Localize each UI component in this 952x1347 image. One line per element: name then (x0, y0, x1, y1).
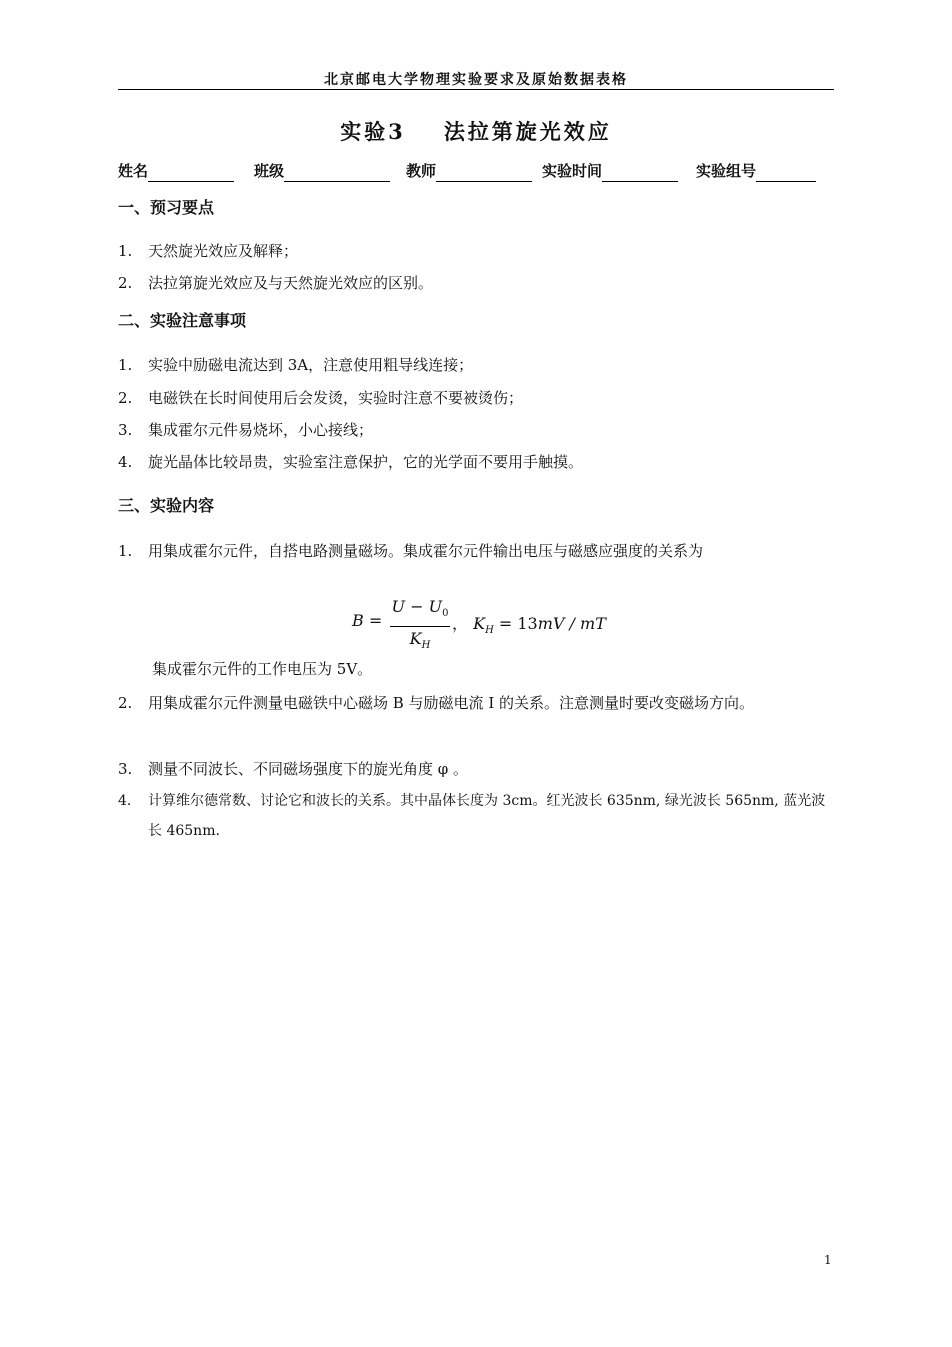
experiment-title (118, 117, 834, 147)
class-field (254, 160, 390, 182)
class-label: 班级 (254, 162, 285, 180)
time-field (542, 160, 678, 182)
group-label: 实验组号 (696, 162, 757, 180)
section-heading-preview: 一、预习要点 (118, 198, 215, 217)
formula-fraction: $U - U_0$ $K_H$ (391, 597, 449, 652)
page-number: 1 (824, 1253, 832, 1267)
document-page: 北京邮电大学物理实验要求及原始数据表格 实验3 法拉第旋光效应 姓名 班级 教师 实验时间 实验组号 一、预习要点 1. 天然旋光效应及解释； 2. 法拉第旋光效应及与天然旋光效应的区别。 二、实验注意事项 1. 实验中励磁电流达到 3A，注意使用粗导线连接； 2. 电磁铁在长时间使用后会发烫，实验时注意不要被烫伤； 3. 集成霍尔元件易烧坏，小心接线； 4. 旋光晶体比较昂贵，实验室注意保护，它的光学面不要用手触摸。 三、实验内容 1. 用集成霍尔元件，自搭电路测量磁场。集成霍尔元件输出电压与磁感应强度的关系为 B = $U - U_0$ $K_H$ ， $K_H = 13mV$ / mT 集成霍尔元件的工作电压为 5V。 2. 用集成霍尔元件测量电磁铁中心磁场 B 与励磁电流 I 的关系。注意测量时要改变磁场方向。 3. 测量不同波长、不同磁场强度下的旋光角度 φ 。 4. 计算维尔德常数、讨论它和波长的关系。其中晶体长度为 3cm。红光波长 635nm, 绿光波长 565nm, 蓝光波长 465nm. 1 (0, 0, 952, 1347)
section-heading-content: 三、实验内容 (118, 496, 215, 515)
time-blank[interactable] (602, 163, 678, 182)
hall-formula: B = $U - U_0$ $K_H$ ， $K_H = 13mV$ / mT (352, 596, 612, 656)
teacher-field (406, 160, 532, 182)
experiment-name: 法拉第旋光效应 (443, 119, 612, 144)
name-field (118, 160, 234, 182)
header-rule (118, 89, 834, 90)
student-info-row (118, 160, 834, 182)
running-header: 北京邮电大学物理实验要求及原始数据表格 (324, 72, 628, 88)
time-label: 实验时间 (542, 162, 603, 180)
working-voltage-note: 集成霍尔元件的工作电压为 5V。 (152, 660, 373, 678)
class-blank[interactable] (284, 163, 390, 182)
experiment-number: 实验3 (340, 119, 406, 144)
name-blank[interactable] (148, 163, 234, 182)
formula-rhs: ， $K_H = 13mV$ / mT (452, 614, 606, 637)
name-label: 姓名 (118, 162, 149, 180)
section-heading-precautions: 二、实验注意事项 (118, 311, 247, 330)
teacher-label: 教师 (406, 162, 437, 180)
teacher-blank[interactable] (436, 163, 532, 182)
group-blank[interactable] (756, 163, 816, 182)
group-field (696, 160, 816, 182)
